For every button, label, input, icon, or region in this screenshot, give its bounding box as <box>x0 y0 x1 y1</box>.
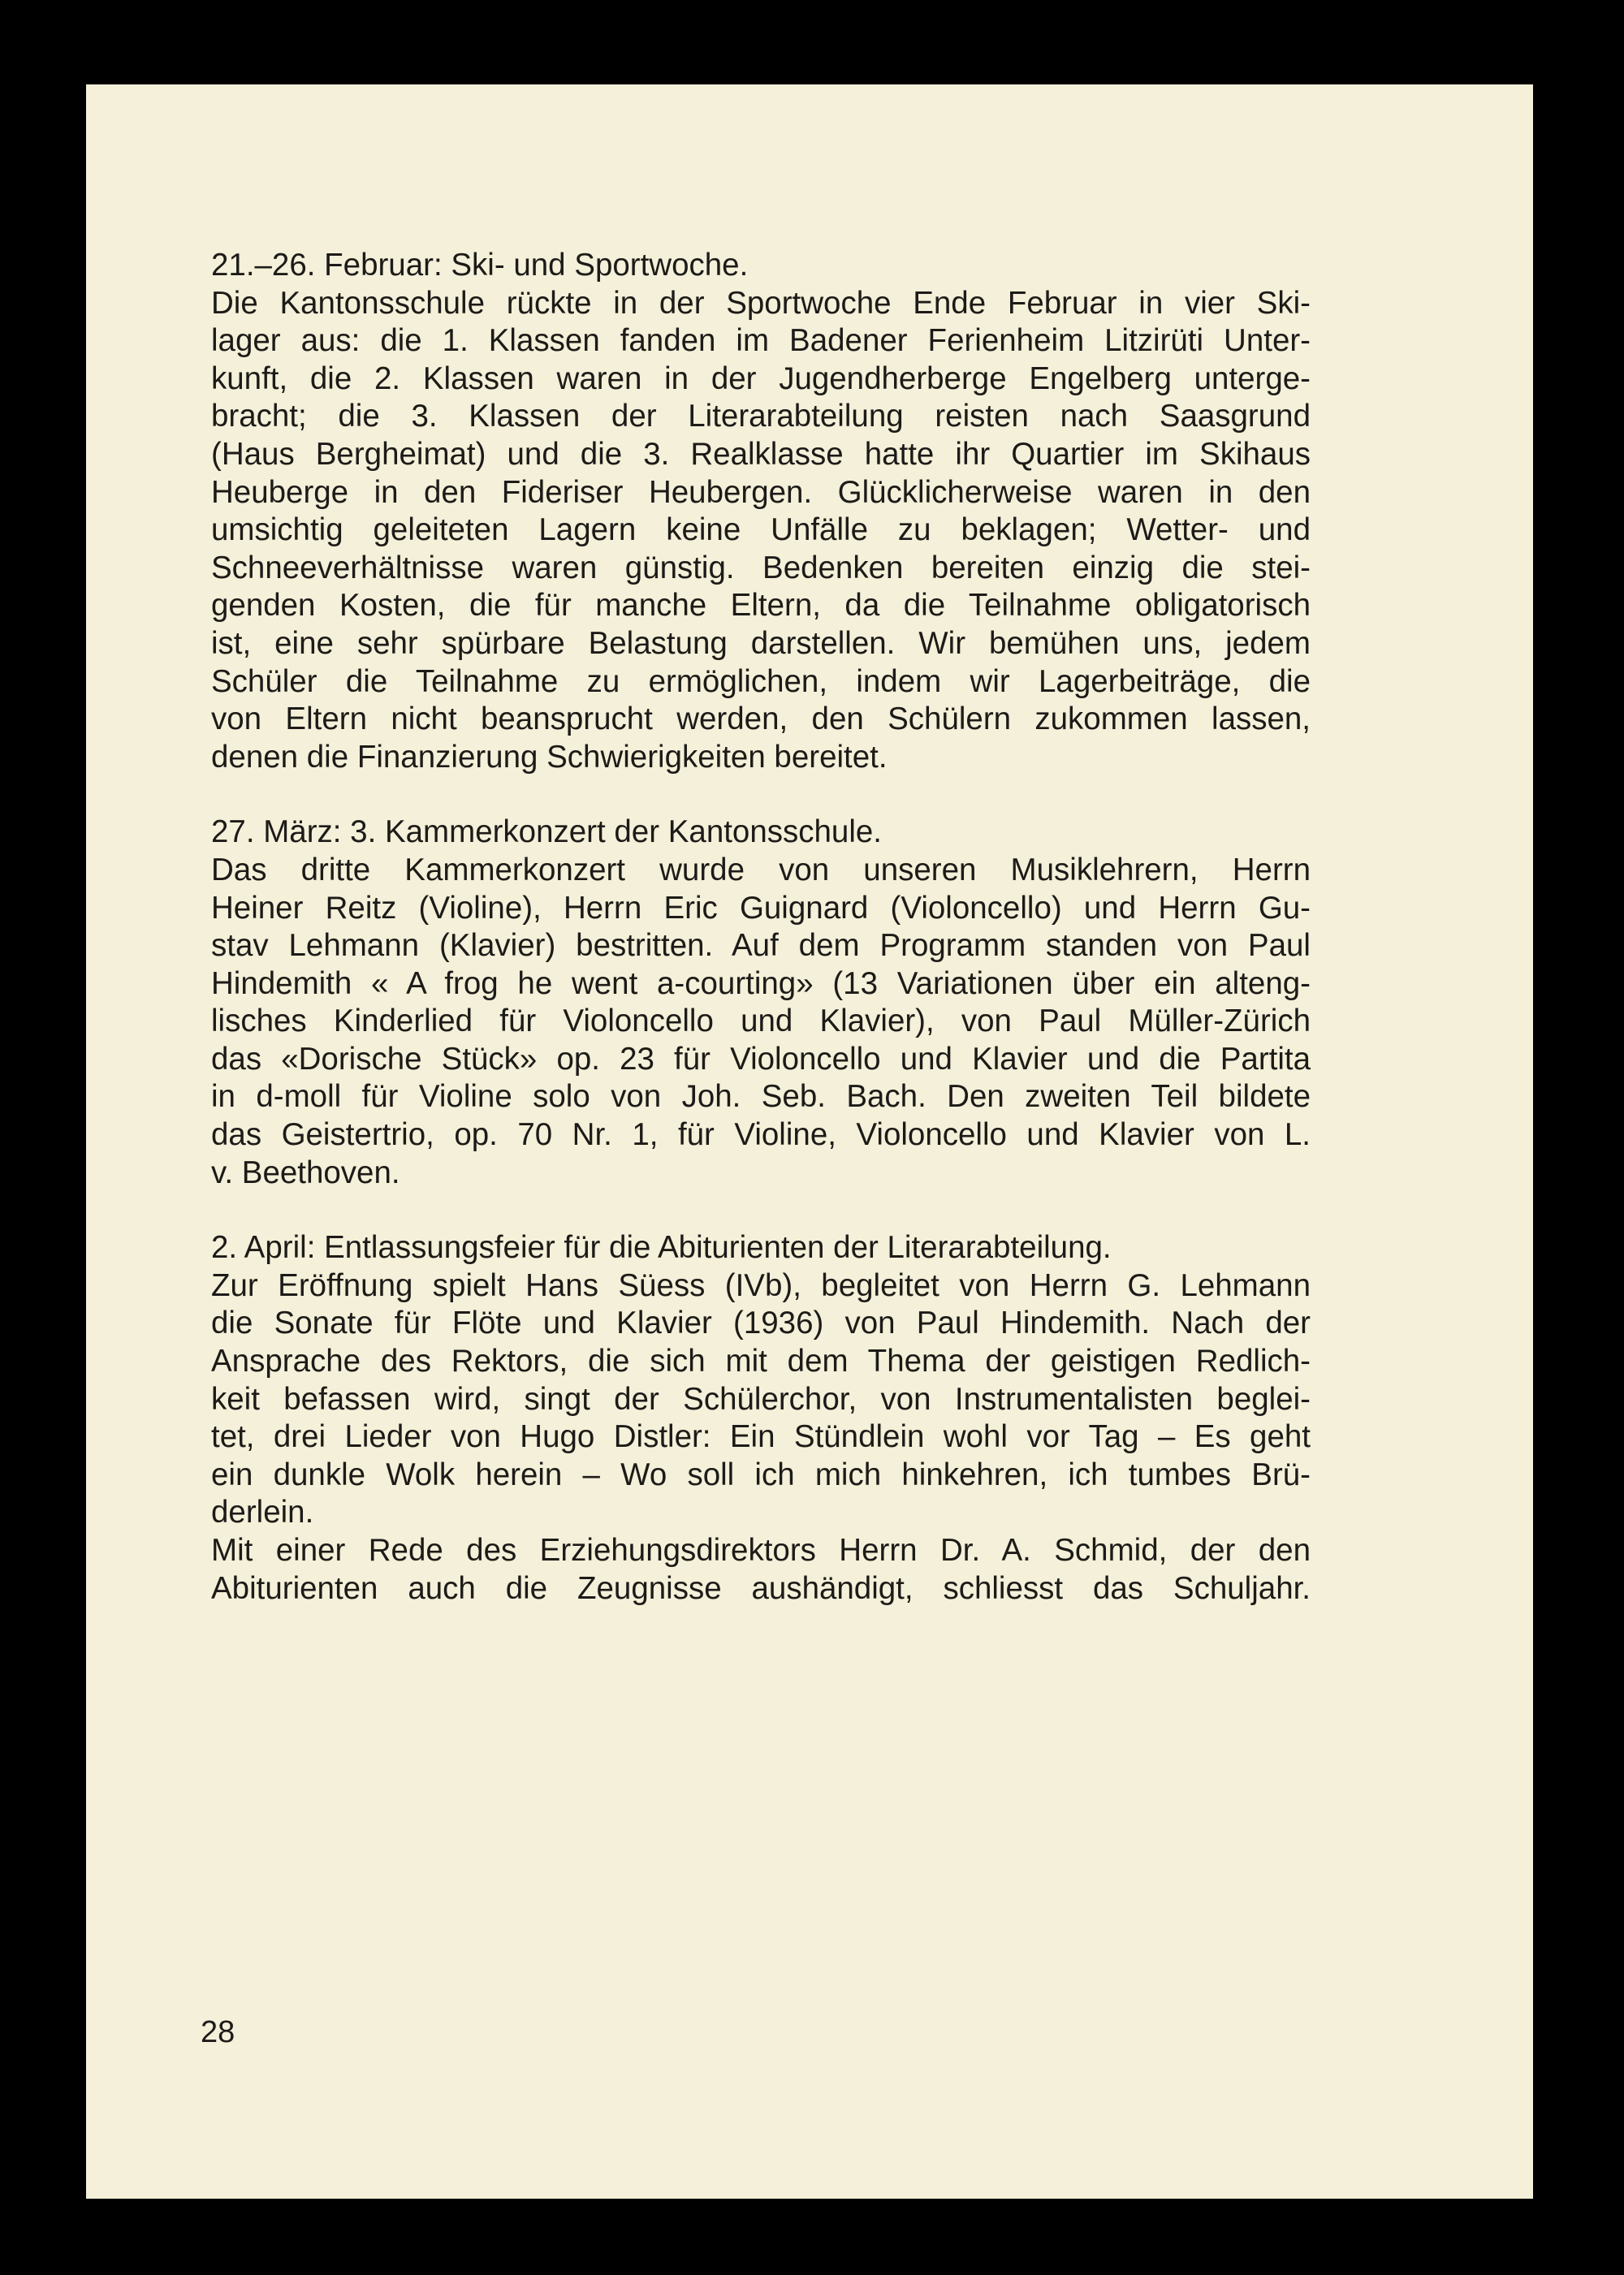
body-text-line: ein dunkle Wolk herein – Wo soll ich mich hinkehren, ich tumbes Brü- <box>211 1457 1311 1492</box>
body-text-line: von Eltern nicht beansprucht werden, den Schülern zukommen lassen, <box>211 701 1311 737</box>
body-text-line: lager aus: die 1. Klassen fanden im Badener Ferienheim Litzirüti Unter- <box>211 323 1311 359</box>
body-text-line: Das dritte Kammerkonzert wurde von unseren Musiklehrern, Herrn <box>211 852 1311 887</box>
section <box>211 814 1311 1192</box>
body-text-line: in d-moll für Violine solo von Joh. Seb. Bach. Den zweiten Teil bildete <box>211 1079 1311 1115</box>
page-number: 28 <box>201 2015 235 2049</box>
body-text-line: Ansprache des Rektors, die sich mit dem Thema der geistigen Redlich- <box>211 1344 1311 1379</box>
body-text-line: Zur Eröffnung spielt Hans Süess (IVb), begleitet von Herrn G. Lehmann <box>211 1267 1311 1303</box>
body-text-line: das «Dorische Stück» op. 23 für Violoncello und Klavier und die Partita <box>211 1041 1311 1077</box>
body-text-line: das Geistertrio, op. 70 Nr. 1, für Violine, Violoncello und Klavier von L. <box>211 1117 1311 1153</box>
body-text-line: keit befassen wird, singt der Schülerchor, von Instrumentalisten beglei- <box>211 1381 1311 1417</box>
body-text-line: lisches Kinderlied für Violoncello und Klavier), von Paul Müller-Zürich <box>211 1004 1311 1039</box>
body-text-line: umsichtig geleiteten Lagern keine Unfälle zu beklagen; Wetter- und <box>211 512 1311 548</box>
body-text-line: Heiner Reitz (Violine), Herrn Eric Guignard (Violoncello) und Herrn Gu- <box>211 890 1311 926</box>
body-text-line: Hindemith « A frog he went a-courting» (13 Variationen über ein alteng- <box>211 965 1311 1001</box>
body-text-line: Schneeverhältnisse waren günstig. Bedenken bereiten einzig die stei- <box>211 550 1311 585</box>
body-text-line: v. Beethoven. <box>211 1155 400 1190</box>
body-text-line: (Haus Bergheimat) und die 3. Realklasse hatte ihr Quartier im Skihaus <box>211 436 1311 472</box>
section <box>211 1229 1311 1608</box>
section-heading: 27. März: 3. Kammerkonzert der Kantonsschule. <box>211 814 882 850</box>
body-text-line: tet, drei Lieder von Hugo Distler: Ein Stündlein wohl vor Tag – Es geht <box>211 1419 1311 1455</box>
body-text-line: Die Kantonsschule rückte in der Sportwoche Ende Februar in vier Ski- <box>211 285 1311 321</box>
body-text-line: die Sonate für Flöte und Klavier (1936) von Paul Hindemith. Nach der <box>211 1306 1311 1341</box>
body-text-line: Abiturienten auch die Zeugnisse aushändigt, schliesst das Schuljahr. <box>211 1570 1311 1606</box>
body-text-line: stav Lehmann (Klavier) bestritten. Auf dem Programm standen von Paul <box>211 928 1311 964</box>
body-text-line: denen die Finanzierung Schwierigkeiten bereitet. <box>211 739 888 775</box>
body-text-line: Mit einer Rede des Erziehungsdirektors Herrn Dr. A. Schmid, der den <box>211 1533 1311 1568</box>
page-body <box>211 247 1311 1645</box>
section <box>211 247 1311 776</box>
body-text-line: genden Kosten, die für manche Eltern, da die Teilnahme obligatorisch <box>211 588 1311 624</box>
body-text-line: ist, eine sehr spürbare Belastung darstellen. Wir bemühen uns, jedem <box>211 625 1311 661</box>
document-page <box>86 84 1533 2199</box>
body-text-line: bracht; die 3. Klassen der Literarabteilung reisten nach Saasgrund <box>211 399 1311 434</box>
body-text-line: kunft, die 2. Klassen waren in der Jugendherberge Engelberg unterge- <box>211 360 1311 396</box>
section-heading: 21.–26. Februar: Ski- und Sportwoche. <box>211 248 749 283</box>
body-text-line: Schüler die Teilnahme zu ermöglichen, indem wir Lagerbeiträge, die <box>211 663 1311 699</box>
section-heading: 2. April: Entlassungsfeier für die Abiturienten der Literarabteilung. <box>211 1230 1112 1266</box>
body-text-line: derlein. <box>211 1495 314 1530</box>
body-text-line: Heuberge in den Fideriser Heubergen. Glücklicherweise waren in den <box>211 474 1311 510</box>
